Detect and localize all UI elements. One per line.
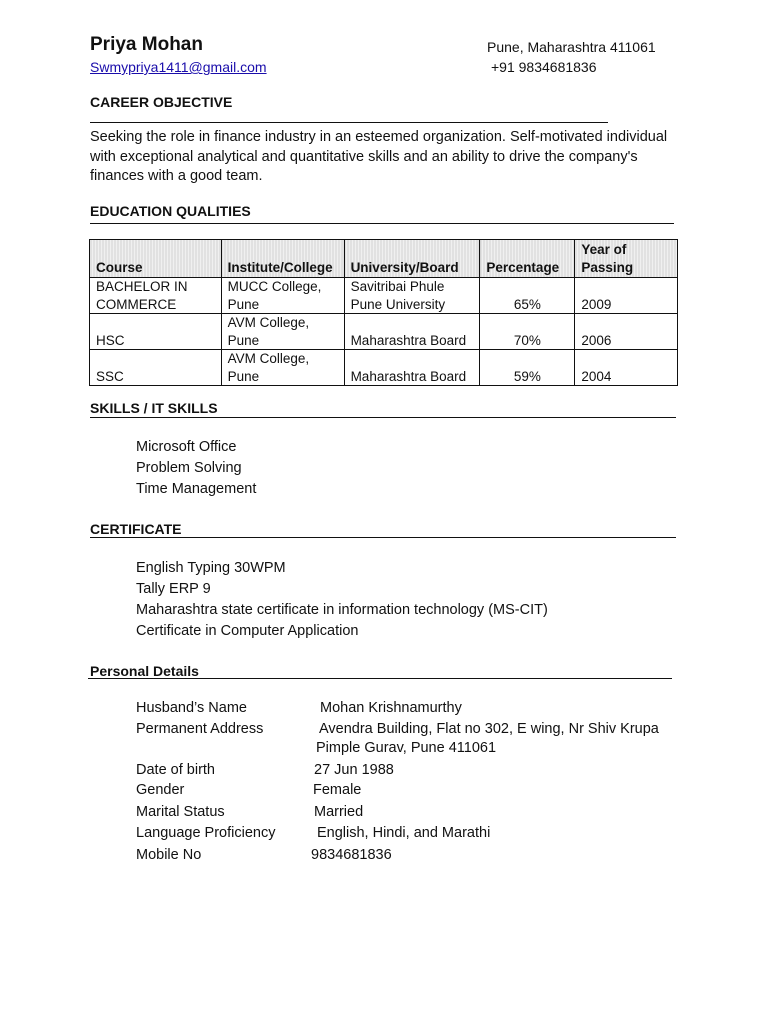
table-row xyxy=(90,350,678,386)
permanent-address-label: Permanent Address xyxy=(136,721,264,737)
gender-label: Gender xyxy=(136,782,185,798)
date-of-birth-value: 27 Jun 1988 xyxy=(314,762,394,778)
column-header-year: Year of Passing xyxy=(575,240,678,278)
year-cell: 2006 xyxy=(575,314,678,350)
year-cell: 2009 xyxy=(575,278,678,314)
gender-value: Female xyxy=(313,782,362,798)
permanent-address-value: Avendra Building, Flat no 302, E wing, Nr Shiv Krupa xyxy=(319,721,659,737)
mobile-no-label: Mobile No xyxy=(136,847,202,863)
institute-cell: MUCC College, Pune xyxy=(221,278,344,314)
section-divider xyxy=(90,417,676,418)
section-divider xyxy=(90,223,674,224)
list-item: English Typing 30WPM xyxy=(136,560,286,576)
column-header-percentage: Percentage xyxy=(480,240,575,278)
phone-text: +91 9834681836 xyxy=(491,59,597,75)
course-cell: HSC xyxy=(90,314,222,350)
education-table xyxy=(89,239,678,386)
percentage-cell: 65% xyxy=(480,278,575,314)
skills-list xyxy=(136,437,256,500)
column-header-course: Course xyxy=(90,240,222,278)
list-item: Problem Solving xyxy=(136,460,242,476)
table-row xyxy=(90,314,678,350)
year-cell: 2004 xyxy=(575,350,678,386)
list-item: Maharashtra state certificate in information technology (MS-CIT) xyxy=(136,602,548,618)
career-objective-text: Seeking the role in finance industry in an esteemed organization. Self-motivated individual with exceptional analytical and quantitative skills and an ability to drive the company's finances with a good team. xyxy=(90,129,668,184)
email-link[interactable]: Swmypriya1411@gmail.com xyxy=(90,59,267,75)
marital-status-label: Marital Status xyxy=(136,804,225,820)
mobile-no-value: 9834681836 xyxy=(311,847,392,863)
table-row xyxy=(90,278,678,314)
education-heading: EDUCATION QUALITIES xyxy=(90,203,251,219)
husband-name-label: Husband’s Name xyxy=(136,700,247,716)
candidate-name: Priya Mohan xyxy=(90,34,203,55)
section-divider xyxy=(88,678,672,679)
section-divider xyxy=(90,122,608,123)
career-objective-heading: CAREER OBJECTIVE xyxy=(90,94,233,110)
percentage-cell: 70% xyxy=(480,314,575,350)
column-header-institute: Institute/College xyxy=(221,240,344,278)
university-cell: Maharashtra Board xyxy=(344,350,480,386)
address-text: Pune, Maharashtra 411061 xyxy=(487,39,656,55)
husband-name-value: Mohan Krishnamurthy xyxy=(320,700,462,716)
skills-heading: SKILLS / IT SKILLS xyxy=(90,400,218,416)
university-cell: Maharashtra Board xyxy=(344,314,480,350)
list-item: Certificate in Computer Application xyxy=(136,623,359,639)
certificate-heading: CERTIFICATE xyxy=(90,521,182,537)
percentage-cell: 59% xyxy=(480,350,575,386)
list-item: Microsoft Office xyxy=(136,439,237,455)
university-cell: Savitribai Phule Pune University xyxy=(344,278,480,314)
course-cell: SSC xyxy=(90,350,222,386)
certificate-list xyxy=(136,558,548,642)
column-header-university: University/Board xyxy=(344,240,480,278)
marital-status-value: Married xyxy=(314,804,364,820)
personal-details-heading: Personal Details xyxy=(90,663,199,679)
section-divider xyxy=(90,537,676,538)
permanent-address-value-line2: Pimple Gurav, Pune 411061 xyxy=(316,740,497,756)
language-proficiency-value: English, Hindi, and Marathi xyxy=(317,825,491,841)
date-of-birth-label: Date of birth xyxy=(136,762,215,778)
institute-cell: AVM College, Pune xyxy=(221,350,344,386)
language-proficiency-label: Language Proficiency xyxy=(136,825,276,841)
list-item: Tally ERP 9 xyxy=(136,581,211,597)
list-item: Time Management xyxy=(136,481,257,497)
table-header-row xyxy=(90,240,678,278)
course-cell: BACHELOR IN COMMERCE xyxy=(90,278,222,314)
institute-cell: AVM College, Pune xyxy=(221,314,344,350)
